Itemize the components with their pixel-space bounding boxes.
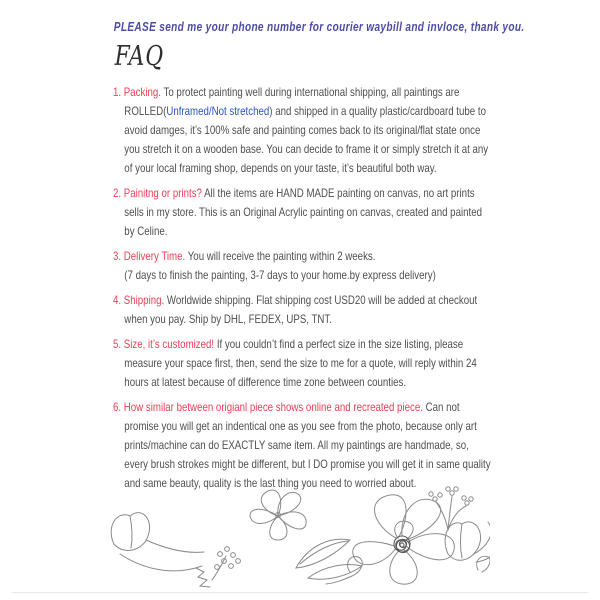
faq-item-heading: 1. Packing. <box>113 85 161 99</box>
faq-item-size-customized <box>113 335 493 392</box>
courier-phone-note: PLEASE send me your phone number for courier waybill and invloce, thank you. <box>113 20 525 34</box>
unframed-note-text: Unframed/Not stretched <box>166 104 270 118</box>
bottom-divider <box>12 592 588 593</box>
faq-item-body: To protect painting well during international shipping, all paintings are ROLLED( <box>124 85 460 118</box>
faq-item-similarity <box>113 398 493 493</box>
flower-line-art <box>100 484 490 596</box>
faq-item-delivery-time <box>113 247 493 285</box>
faq-item-body: All the items are HAND MADE painting on canvas, no art prints sells in my store. This is an Original Acrylic painting on canvas, created and painted by Celine. <box>124 186 482 238</box>
faq-item-heading: 4. Shipping. <box>113 293 165 307</box>
faq-title: FAQ <box>114 41 164 72</box>
faq-item-body: Worldwide shipping. Flat shipping cost USD20 will be added at checkout when you pay. Ship by DHL, FEDEX, UPS, TNT. <box>124 293 478 326</box>
faq-list <box>113 83 493 499</box>
faq-item-body: You will receive the painting within 2 weeks. <box>185 249 376 263</box>
faq-item-body: If you couldn’t find a perfect size in the size listing, please measure your space first, then, send the size to me for a quote, will reply within 24 hours at latest because of difference time zone between counties. <box>124 337 477 389</box>
faq-item-body: ) and shipped in a quality plastic/cardboard tube to avoid damges, it’s 100% safe and painting comes back to its original/flat state once you stretch it on a wooden base. You can decide to frame it or simply stretch it at any of your local framing shop, depends on your taste, it’s beautiful both way. <box>124 104 489 175</box>
faq-item-shipping <box>113 291 493 329</box>
faq-item-painting-or-prints <box>113 184 493 241</box>
faq-item-body: Can not promise you will get an indentical one as you see from the photo, because only art prints/machine can do EXACTLY same item. All my paintings are handmade, so, every brush strokes might be different, but I DO promise you will get it in same quality and same beauty, quality is the last thing you need to worried about. <box>124 400 491 490</box>
faq-item-heading: 3. Delivery Time. <box>113 249 186 263</box>
faq-item-heading: 5. Size, it’s customized! <box>113 337 215 351</box>
faq-item-heading: 6. How similar between origianl piece shows online and recreated piece. <box>113 400 423 414</box>
description-content <box>113 20 525 500</box>
faq-item-body-line2: (7 days to finish the painting, 3-7 days to your home.by express delivery) <box>124 268 436 282</box>
faq-item-heading: 2. Painitng or prints? <box>113 186 202 200</box>
faq-item-packing <box>113 83 493 178</box>
